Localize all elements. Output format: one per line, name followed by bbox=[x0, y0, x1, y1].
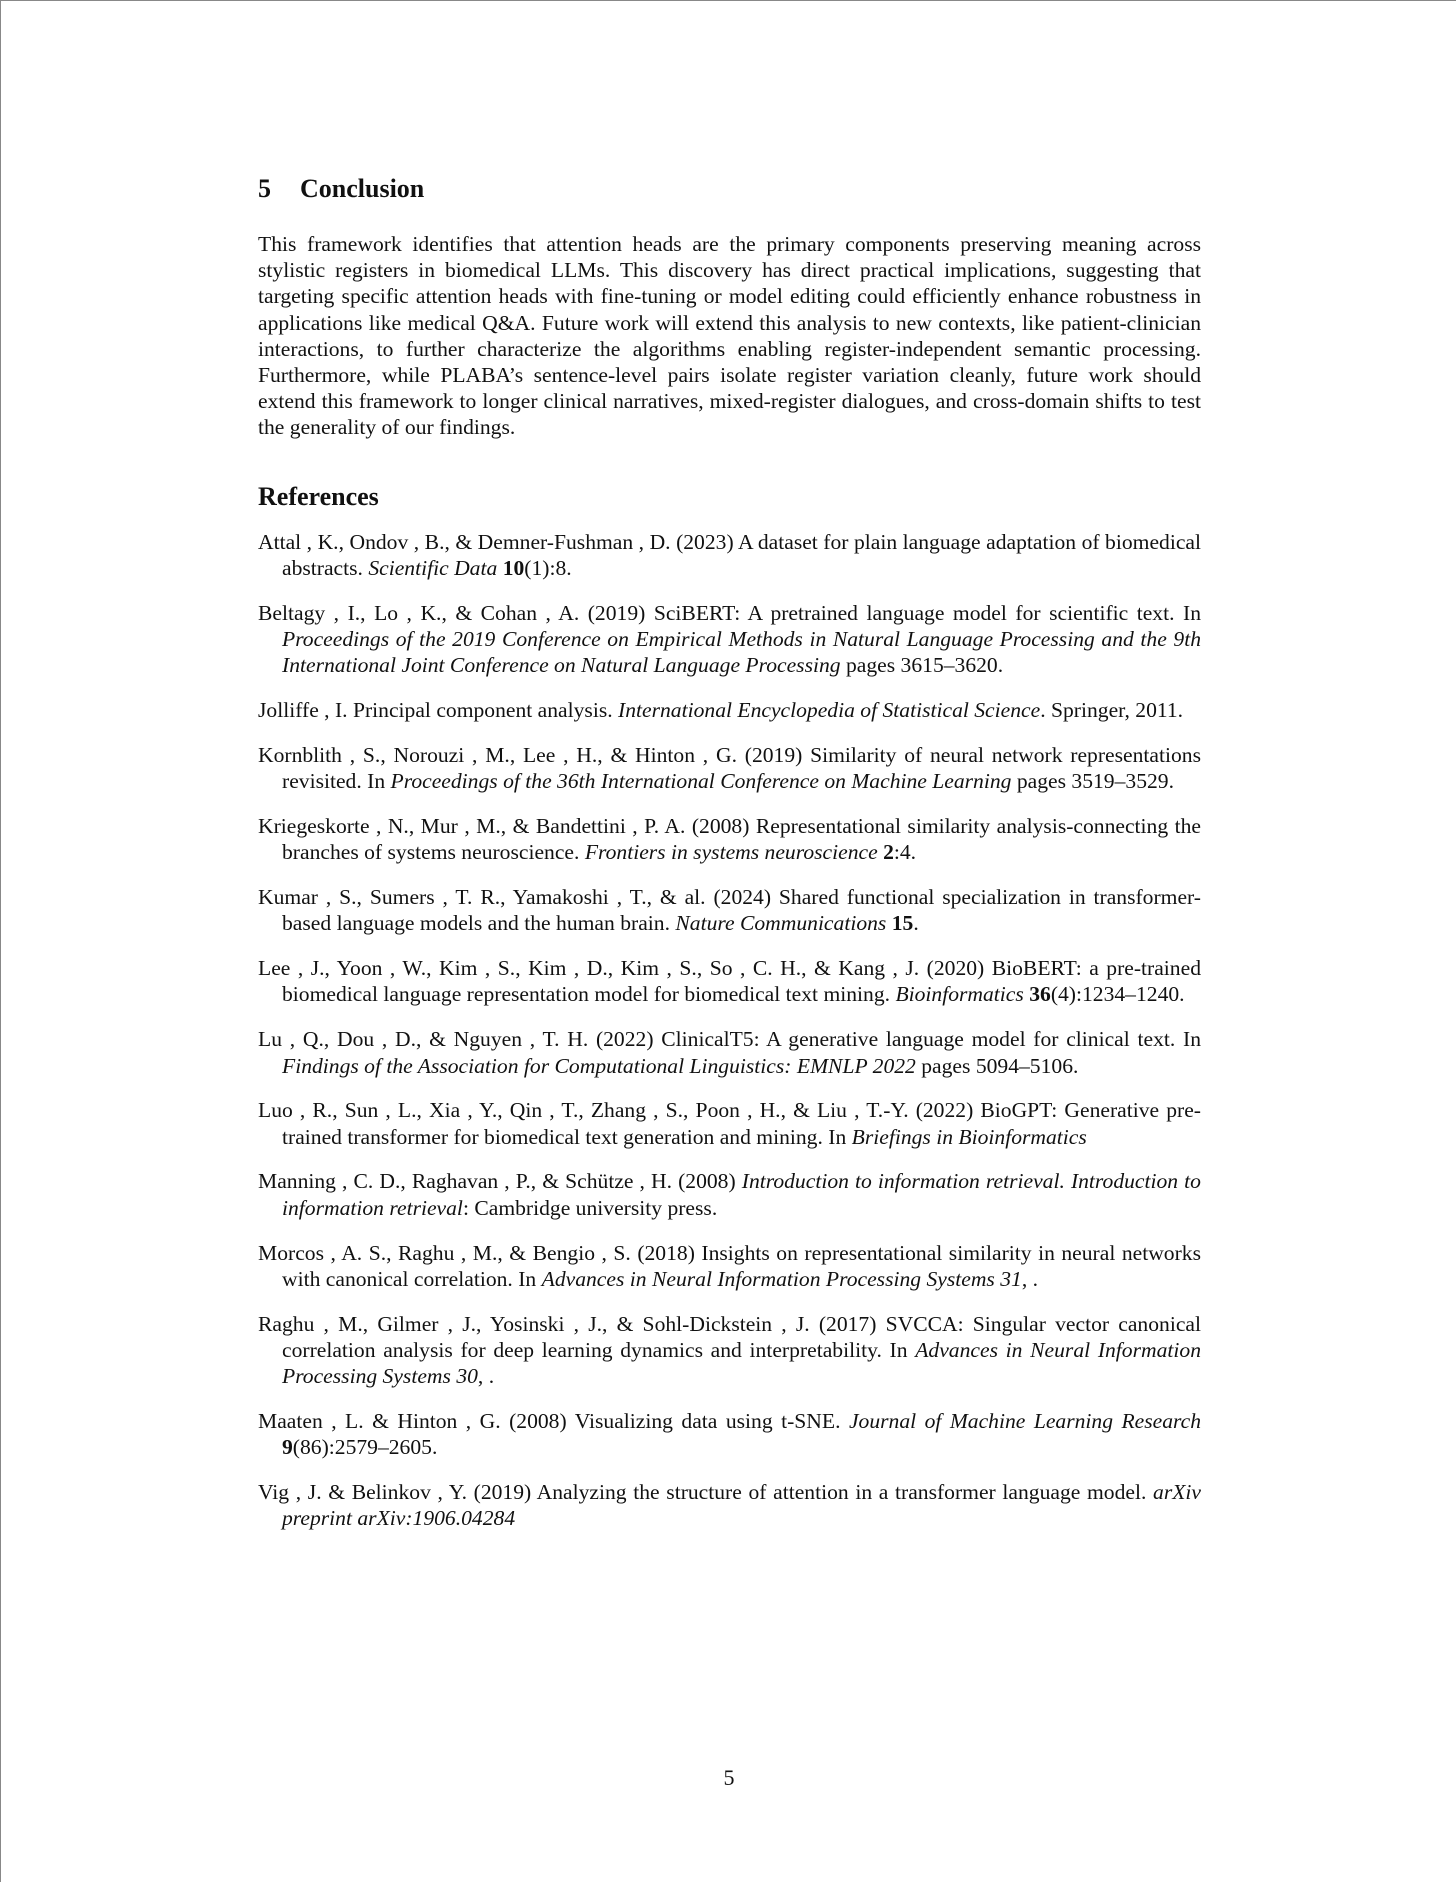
reference-pages: pages 3519–3529. bbox=[1011, 769, 1174, 794]
reference-item bbox=[258, 697, 1201, 723]
reference-pages: :4. bbox=[893, 840, 917, 865]
reference-volume: 15 bbox=[891, 911, 914, 936]
reference-authors-title: Lee , J., Yoon , W., Kim , S., Kim , D., Kim , S., So , C. H., & Kang , J. (2020) BioBERT: a pre-trained biomedical language representation model for biomedical text mining. bbox=[258, 956, 1201, 1007]
reference-item bbox=[258, 600, 1201, 679]
paper-page bbox=[258, 169, 1201, 1550]
reference-venue: Journal of Machine Learning Research bbox=[848, 1409, 1201, 1434]
reference-volume: 10 bbox=[502, 555, 525, 580]
section-number: 5 bbox=[258, 174, 271, 203]
reference-authors-title: Morcos , A. S., Raghu , M., & Bengio , S. (2018) Insights on representational similarity in neural networks with canonical correlation. In bbox=[258, 1240, 1201, 1291]
reference-item bbox=[258, 1168, 1201, 1221]
reference-authors-title: Kumar , S., Sumers , T. R., Yamakoshi , T., & al. (2024) Shared functional specialization in transformer-based language models and the human brain. bbox=[258, 885, 1201, 936]
reference-item bbox=[258, 1097, 1201, 1150]
reference-volume: 36 bbox=[1029, 982, 1051, 1007]
reference-authors-title: Manning , C. D., Raghavan , P., & Schütze , H. (2008) bbox=[258, 1169, 742, 1194]
reference-authors-title: Vig , J. & Belinkov , Y. (2019) Analyzing the structure of attention in a transformer language model. bbox=[258, 1480, 1154, 1505]
reference-venue: Introduction to information retrieval. Introduction to information retrieval bbox=[282, 1169, 1201, 1220]
reference-venue: Nature Communications bbox=[675, 911, 887, 936]
reference-venue: Advances in Neural Information Processing Systems 30 bbox=[282, 1337, 1201, 1389]
reference-venue: International Encyclopedia of Statistical Science bbox=[618, 698, 1041, 723]
reference-item bbox=[258, 1026, 1201, 1079]
reference-pages: . Springer, 2011. bbox=[1040, 698, 1184, 723]
reference-venue: Frontiers in systems neuroscience bbox=[584, 840, 878, 865]
page-number: 5 bbox=[723, 1765, 735, 1790]
reference-pages: : Cambridge university press. bbox=[462, 1195, 718, 1220]
reference-authors-title: Attal , K., Ondov , B., & Demner-Fushman , D. (2023) A dataset for plain language adaptation of biomedical abstracts. bbox=[258, 529, 1201, 580]
reference-authors-title: Kriegeskorte , N., Mur , M., & Bandettini , P. A. (2008) Representational similarity analysis-connecting the branches of systems neuroscience. bbox=[258, 814, 1201, 865]
reference-item bbox=[258, 884, 1201, 937]
reference-item bbox=[258, 813, 1201, 866]
reference-pages: (1):8. bbox=[524, 555, 572, 580]
reference-venue: Proceedings of the 2019 Conference on Empirical Methods in Natural Language Processing and the 9th International Joint Conference on Natural Language Processing bbox=[282, 627, 1201, 678]
reference-authors-title: Luo , R., Sun , L., Xia , Y., Qin , T., Zhang , S., Poon , H., & Liu , T.-Y. (2022) BioGPT: Generative pre-trained transformer for biomedical text generation and mining. In bbox=[258, 1098, 1201, 1149]
reference-list bbox=[258, 529, 1201, 1532]
conclusion-paragraph: This framework identifies that attention heads are the primary components preserving meaning across stylistic registers in biomedical LLMs. This discovery has direct practical implications, suggesting that targeting specific attention heads with fine-tuning or model editing could efficiently enhance robustness in applications like medical Q&A. Future work will extend this analysis to new contexts, like patient-clinician interactions, to further characterize the algorithms enabling register-independent semantic processing. Furthermore, while PLABA’s sentence-level pairs isolate register variation cleanly, future work should extend this framework to longer clinical narratives, mixed-register dialogues, and cross-domain shifts to test the generality of our findings. bbox=[258, 232, 1201, 440]
reference-item bbox=[258, 742, 1201, 795]
reference-venue: Proceedings of the 36th International Conference on Machine Learning bbox=[390, 769, 1012, 794]
reference-pages: , . bbox=[477, 1364, 495, 1389]
reference-pages: (86):2579–2605. bbox=[292, 1435, 438, 1460]
reference-authors-title: Jolliffe , I. Principal component analysis. bbox=[258, 698, 619, 723]
reference-item bbox=[258, 1240, 1201, 1293]
reference-pages: , . bbox=[1021, 1266, 1039, 1291]
reference-venue: Findings of the Association for Computational Linguistics: EMNLP 2022 bbox=[282, 1053, 916, 1078]
reference-pages: . bbox=[913, 911, 919, 936]
reference-authors-title: Kornblith , S., Norouzi , M., Lee , H., & Hinton , G. (2019) Similarity of neural network representations revisited. In bbox=[258, 742, 1201, 794]
section-title: Conclusion bbox=[300, 174, 425, 203]
reference-item bbox=[258, 1479, 1201, 1532]
reference-item bbox=[258, 1408, 1201, 1461]
reference-pages: pages 5094–5106. bbox=[915, 1053, 1079, 1078]
reference-item bbox=[258, 1311, 1201, 1390]
reference-venue: Briefings in Bioinformatics bbox=[851, 1124, 1087, 1149]
reference-volume: 9 bbox=[282, 1435, 293, 1460]
reference-volume: 2 bbox=[883, 840, 894, 865]
reference-venue: arXiv preprint arXiv:1906.04284 bbox=[282, 1480, 1201, 1531]
reference-item bbox=[258, 955, 1201, 1008]
reference-venue: Scientific Data bbox=[368, 555, 498, 580]
reference-venue: Bioinformatics bbox=[895, 982, 1024, 1007]
section-heading bbox=[258, 169, 1201, 209]
reference-authors-title: Beltagy , I., Lo , K., & Cohan , A. (2019) SciBERT: A pretrained language model for scientific text. In bbox=[258, 600, 1201, 625]
reference-item bbox=[258, 529, 1201, 582]
reference-pages: (4):1234–1240. bbox=[1050, 982, 1185, 1007]
reference-authors-title: Lu , Q., Dou , D., & Nguyen , T. H. (2022) ClinicalT5: A generative language model for clinical text. In bbox=[258, 1027, 1201, 1052]
reference-authors-title: Maaten , L. & Hinton , G. (2008) Visualizing data using t-SNE. bbox=[258, 1409, 849, 1434]
reference-pages: pages 3615–3620. bbox=[840, 653, 1004, 678]
references-heading: References bbox=[258, 481, 379, 511]
reference-authors-title: Raghu , M., Gilmer , J., Yosinski , J., & Sohl-Dickstein , J. (2017) SVCCA: Singular vector canonical correlation analysis for deep learning dynamics and interpretability. In bbox=[258, 1311, 1201, 1362]
reference-venue: Advances in Neural Information Processing Systems 31 bbox=[541, 1266, 1022, 1291]
